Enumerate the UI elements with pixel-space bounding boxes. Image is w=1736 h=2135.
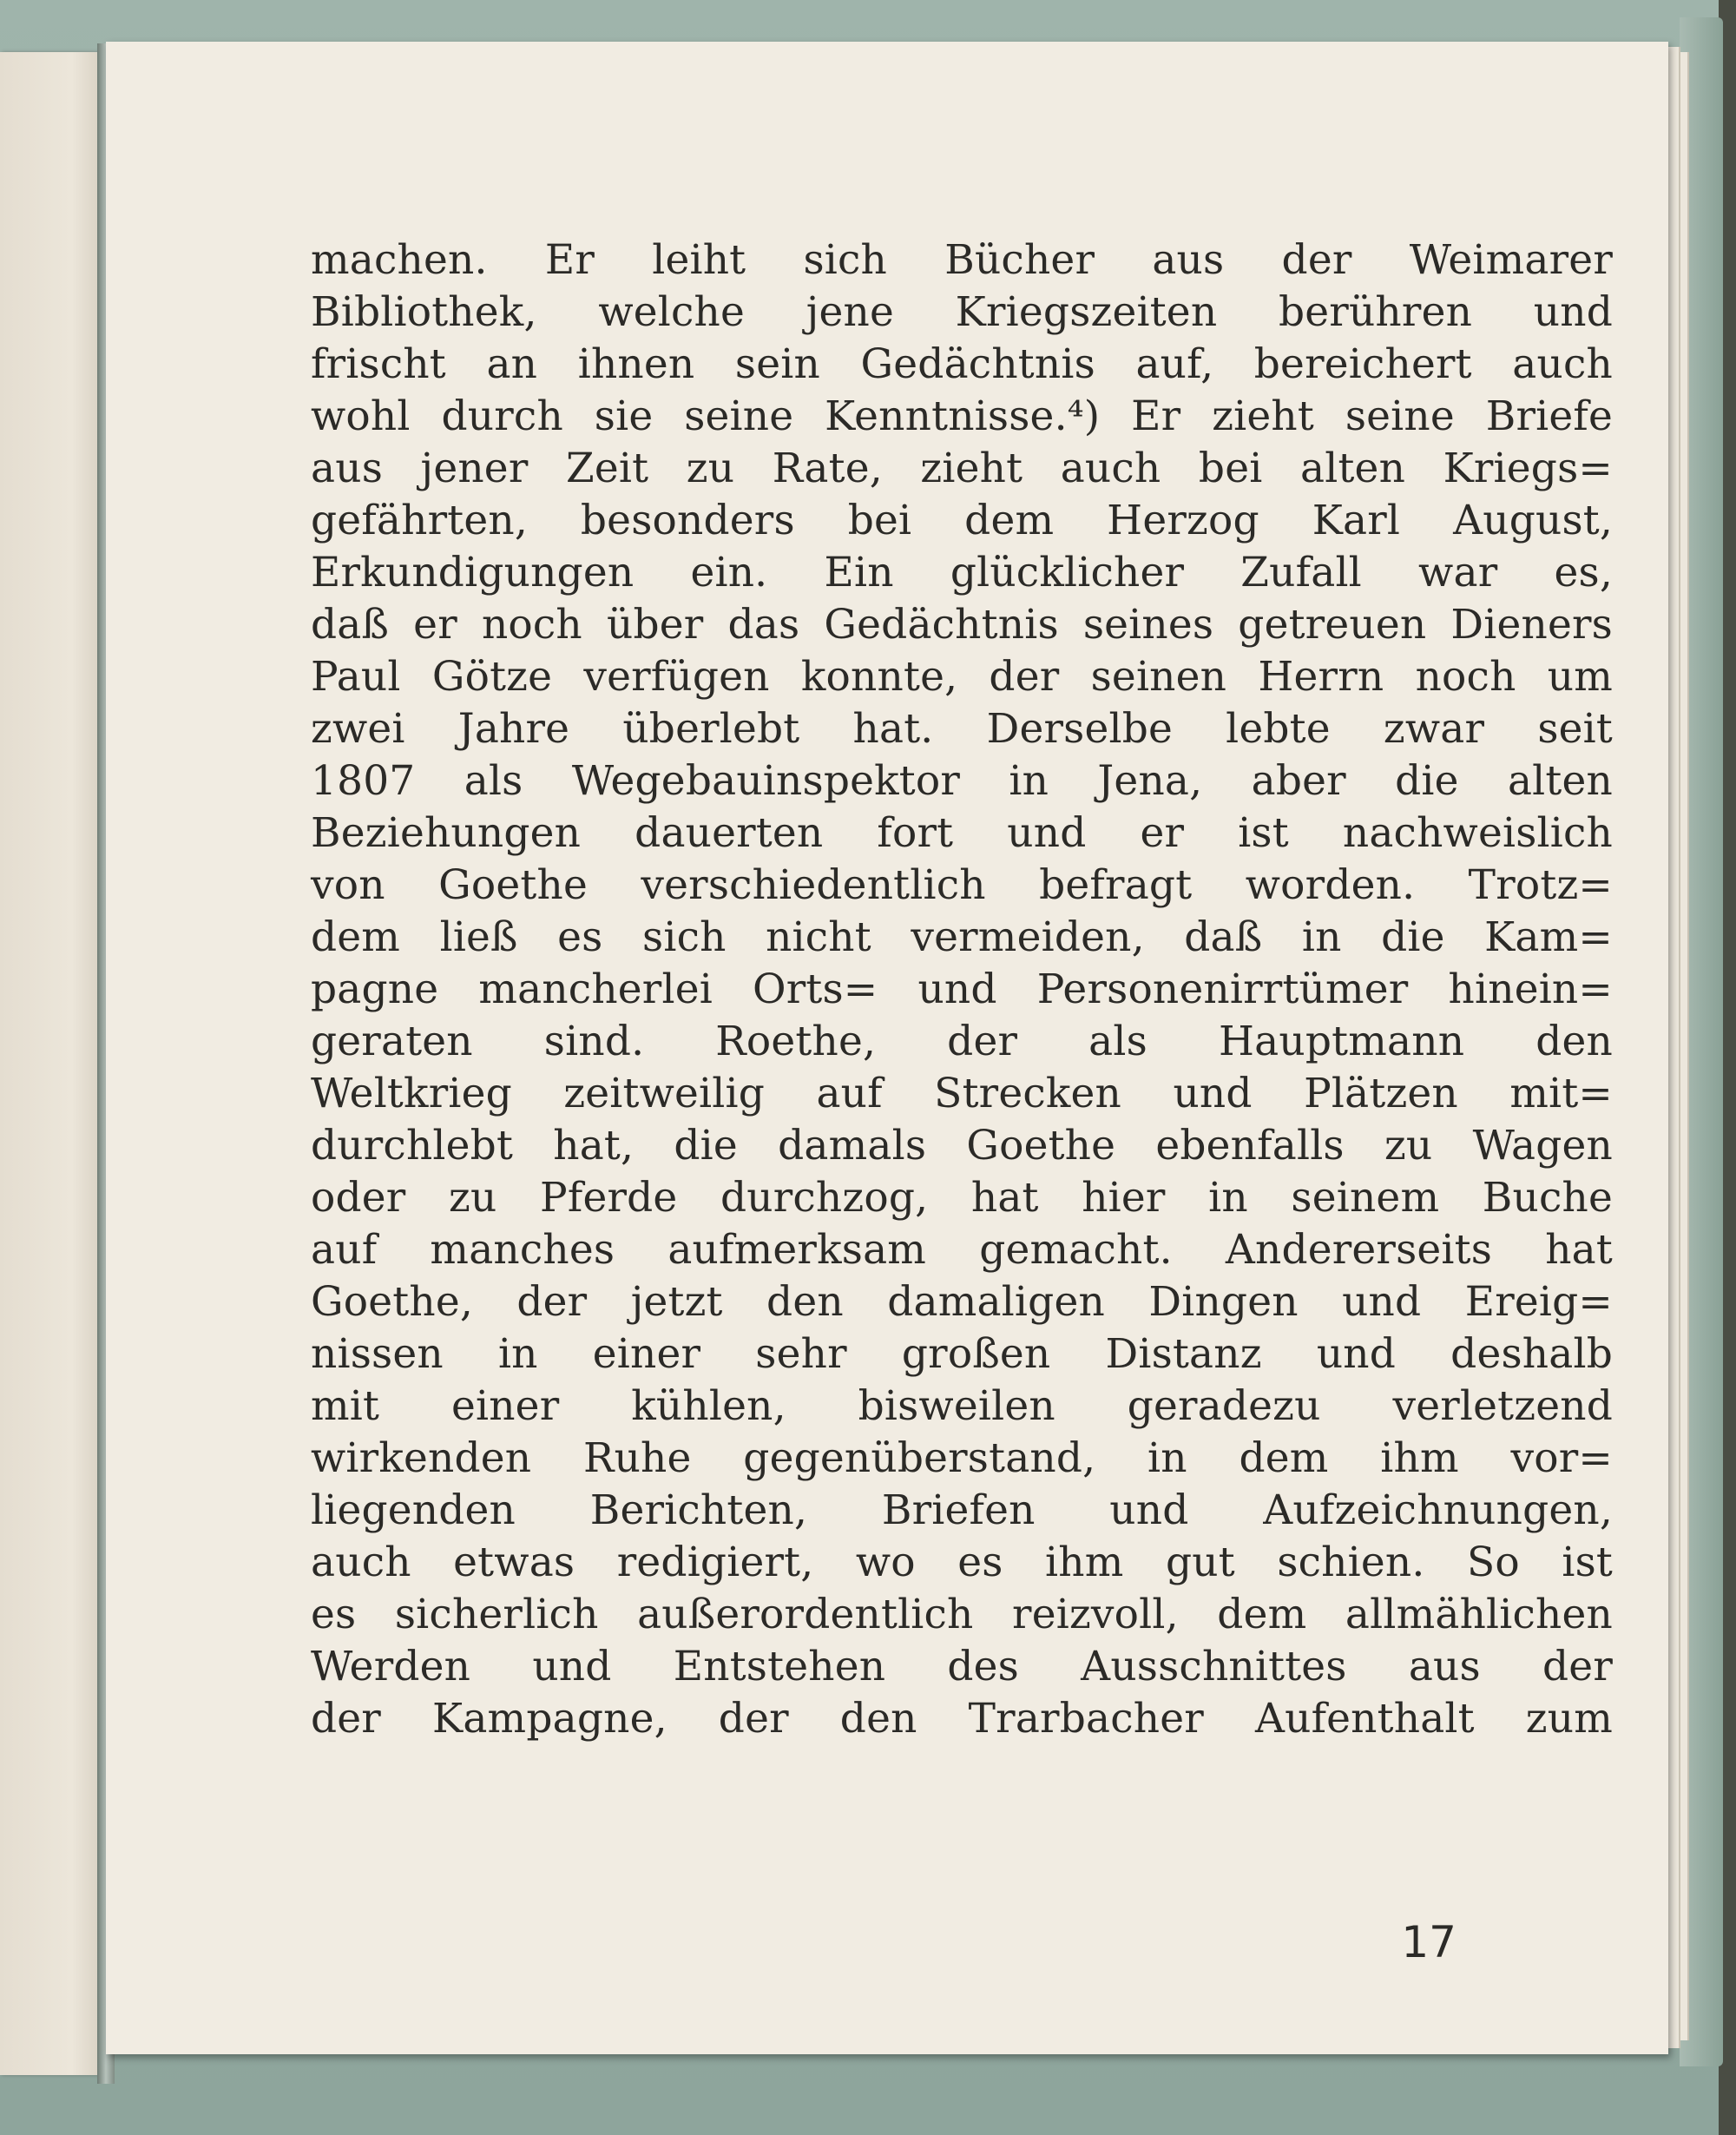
text-line: daß er noch über das Gedächtnis seines getreuen Dieners (311, 601, 1613, 649)
previous-page-edge (0, 52, 102, 2075)
page-text-block (311, 234, 1613, 1745)
text-line: Weltkrieg zeitweilig auf Strecken und Plätzen mit= (311, 1070, 1613, 1117)
text-line: pagne mancherlei Orts= und Personenirrtümer hinein= (311, 965, 1613, 1013)
text-line: Erkundigungen ein. Ein glücklicher Zufall war es, (311, 549, 1613, 596)
text-line: wohl durch sie seine Kenntnisse.⁴) Er zieht seine Briefe (311, 392, 1613, 440)
text-line: liegenden Berichten, Briefen und Aufzeichnungen, (311, 1486, 1613, 1534)
text-line: gefährten, besonders bei dem Herzog Karl August, (311, 497, 1613, 544)
text-line: Bibliothek, welche jene Kriegszeiten berühren und (311, 288, 1613, 336)
text-line: oder zu Pferde durchzog, hat hier in seinem Buche (311, 1174, 1613, 1222)
text-line: machen. Er leiht sich Bücher aus der Weimarer (311, 236, 1613, 284)
text-line: Beziehungen dauerten fort und er ist nachweislich (311, 809, 1613, 857)
text-line: frischt an ihnen sein Gedächtnis auf, bereichert auch (311, 340, 1613, 388)
text-line: geraten sind. Roethe, der als Hauptmann den (311, 1018, 1613, 1065)
text-line: durchlebt hat, die damals Goethe ebenfalls zu Wagen (311, 1122, 1613, 1170)
text-line: auf manches aufmerksam gemacht. Andererseits hat (311, 1226, 1613, 1274)
text-line: 1807 als Wegebauinspektor in Jena, aber die alten (311, 757, 1613, 805)
text-line: Paul Götze verfügen konnte, der seinen Herrn noch um (311, 653, 1613, 701)
text-line: Werden und Entstehen des Ausschnittes aus der (311, 1643, 1613, 1690)
text-line: dem ließ es sich nicht vermeiden, daß in die Kam= (311, 913, 1613, 961)
text-line: aus jener Zeit zu Rate, zieht auch bei alten Kriegs= (311, 445, 1613, 492)
text-line: zwei Jahre überlebt hat. Derselbe lebte zwar seit (311, 705, 1613, 753)
text-line: der Kampagne, der den Trarbacher Aufenthalt zum (311, 1695, 1613, 1743)
text-line: Goethe, der jetzt den damaligen Dingen und Ereig= (311, 1278, 1613, 1326)
book-page (106, 42, 1668, 2054)
text-line: wirkenden Ruhe gegenüberstand, in dem ihm vor= (311, 1434, 1613, 1482)
page-number: 17 (1401, 1917, 1457, 1967)
text-line: mit einer kühlen, bisweilen geradezu verletzend (311, 1382, 1613, 1430)
text-line: nissen in einer sehr großen Distanz und deshalb (311, 1330, 1613, 1378)
text-line: von Goethe verschiedentlich befragt worden. Trotz= (311, 861, 1613, 909)
text-line: auch etwas redigiert, wo es ihm gut schien. So ist (311, 1539, 1613, 1586)
text-line: es sicherlich außerordentlich reizvoll, dem allmählichen (311, 1591, 1613, 1638)
